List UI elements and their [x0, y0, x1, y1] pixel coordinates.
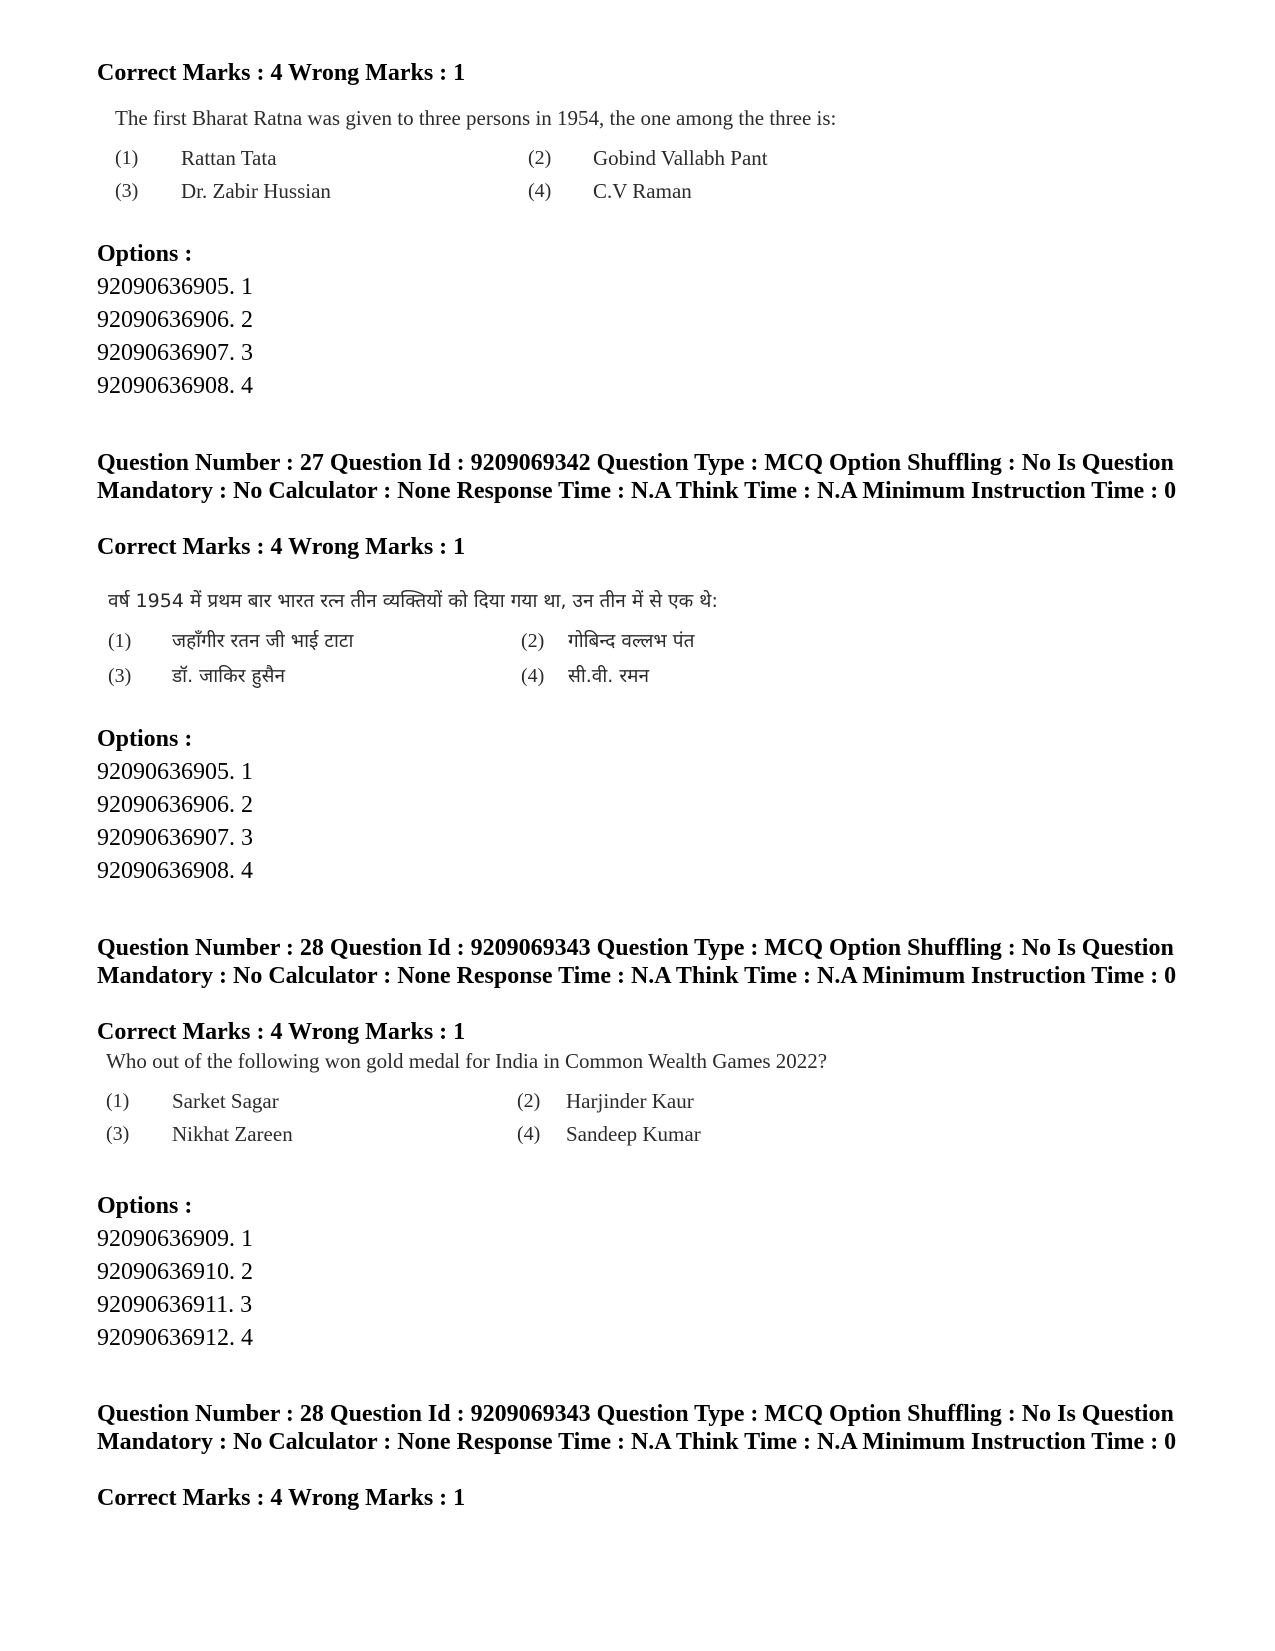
- choice-text: Harjinder Kaur: [566, 1089, 694, 1113]
- option-line: 92090636906. 2: [97, 307, 253, 333]
- question-text: Who out of the following won gold medal for India in Common Wealth Games 2022?: [106, 1049, 828, 1073]
- choice-text: Sandeep Kumar: [566, 1122, 701, 1146]
- choice-number: (2): [521, 630, 545, 652]
- marks-line: Correct Marks : 4 Wrong Marks : 1: [97, 1019, 466, 1045]
- choice-number: (1): [106, 1090, 130, 1112]
- choice-number: (1): [115, 147, 139, 169]
- question-header: Question Number : 27 Question Id : 9209069342 Question Type : MCQ Option Shuffling : No Is Question Mandatory : No Calculator : None Response Time : N.A Think Time : N.A Minimum Instruction Time : 0: [97, 450, 1177, 504]
- option-line: 92090636906. 2: [97, 792, 253, 818]
- choice-text: C.V Raman: [593, 179, 692, 203]
- option-line: 92090636905. 1: [97, 274, 253, 300]
- marks-line: Correct Marks : 4 Wrong Marks : 1: [97, 1485, 466, 1511]
- choice-number: (2): [528, 147, 552, 169]
- choice-text: जहाँगीर रतन जी भाई टाटा: [172, 630, 354, 652]
- choice-text: Nikhat Zareen: [172, 1122, 293, 1146]
- question-header: Question Number : 28 Question Id : 9209069343 Question Type : MCQ Option Shuffling : No Is Question Mandatory : No Calculator : None Response Time : N.A Think Time : N.A Minimum Instruction Time : 0: [97, 935, 1177, 989]
- choice-number: (1): [108, 630, 132, 652]
- choice-text: डॉ. जाकिर हुसैन: [172, 665, 285, 687]
- question-image: [106, 588, 866, 698]
- choice-text: Sarket Sagar: [172, 1089, 279, 1113]
- choice-number: (3): [106, 1123, 130, 1145]
- option-line: 92090636909. 1: [97, 1226, 253, 1252]
- choice-number: (4): [517, 1123, 541, 1145]
- option-line: 92090636912. 4: [97, 1325, 253, 1351]
- choice-number: (2): [517, 1090, 541, 1112]
- choice-text: Rattan Tata: [181, 146, 277, 170]
- question-text: वर्ष 1954 में प्रथम बार भारत रत्न तीन व्यक्तियों को दिया गया था, उन तीन में से एक थे:: [108, 590, 718, 612]
- option-line: 92090636908. 4: [97, 858, 253, 884]
- choice-number: (3): [115, 180, 139, 202]
- option-line: 92090636907. 3: [97, 340, 253, 366]
- choice-number: (4): [528, 180, 552, 202]
- option-line: 92090636907. 3: [97, 825, 253, 851]
- choice-text: Dr. Zabir Hussian: [181, 179, 331, 203]
- choice-text: सी.वी. रमन: [568, 665, 650, 687]
- question-image: [104, 1048, 924, 1158]
- choice-number: (4): [521, 665, 545, 687]
- option-line: 92090636908. 4: [97, 373, 253, 399]
- question-text: The first Bharat Ratna was given to three persons in 1954, the one among the three is:: [115, 106, 837, 130]
- options-title: Options :: [97, 241, 193, 267]
- options-title: Options :: [97, 726, 193, 752]
- marks-line: Correct Marks : 4 Wrong Marks : 1: [97, 534, 466, 560]
- option-line: 92090636910. 2: [97, 1259, 253, 1285]
- marks-line: Correct Marks : 4 Wrong Marks : 1: [97, 60, 466, 86]
- question-header: Question Number : 28 Question Id : 9209069343 Question Type : MCQ Option Shuffling : No Is Question Mandatory : No Calculator : None Response Time : N.A Think Time : N.A Minimum Instruction Time : 0: [97, 1401, 1177, 1455]
- option-line: 92090636911. 3: [97, 1292, 253, 1318]
- choice-text: गोबिन्द वल्लभ पंत: [568, 630, 695, 652]
- choice-text: Gobind Vallabh Pant: [593, 146, 768, 170]
- choice-number: (3): [108, 665, 132, 687]
- options-title: Options :: [97, 1193, 193, 1219]
- option-line: 92090636905. 1: [97, 759, 253, 785]
- question-image: [113, 105, 933, 215]
